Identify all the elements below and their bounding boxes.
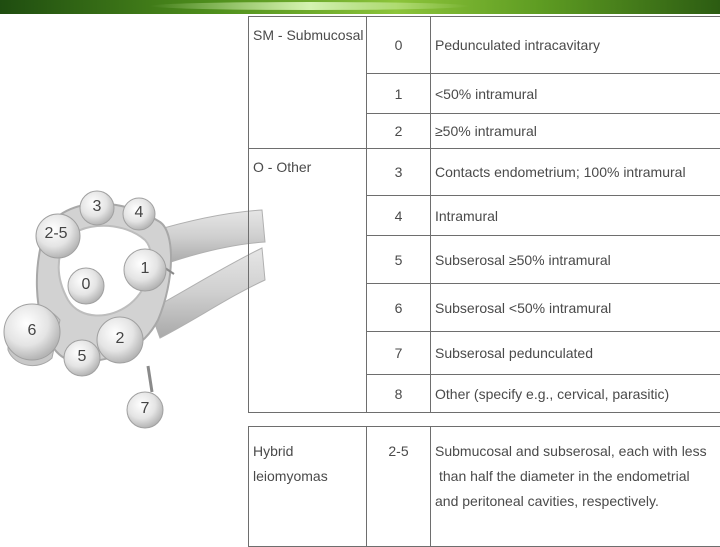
type-cell: 6 <box>367 284 431 332</box>
table-row <box>249 427 720 547</box>
type-cell: 5 <box>367 236 431 284</box>
type-cell: 3 <box>367 149 431 196</box>
type-cell: 4 <box>367 196 431 236</box>
hybrid-category-line: leiomyomas <box>253 464 362 489</box>
description-cell: Subserosal ≥50% intramural <box>431 236 720 284</box>
label-2: 2 <box>105 330 135 348</box>
label-0: 0 <box>71 276 101 294</box>
top-banner <box>0 0 720 14</box>
description-cell: Subserosal <50% intramural <box>431 284 720 332</box>
hybrid-description-line: than half the diameter in the endometrial <box>435 464 716 489</box>
description-cell: Subserosal pedunculated <box>431 332 720 375</box>
label-2-5: 2-5 <box>41 225 71 243</box>
label-3: 3 <box>82 198 112 216</box>
hybrid-category-cell <box>249 427 367 547</box>
classification-table <box>248 16 720 413</box>
description-cell: Intramural <box>431 196 720 236</box>
description-cell: Contacts endometrium; 100% intramural <box>431 149 720 196</box>
category-cell: O - Other <box>249 149 367 413</box>
type-cell: 8 <box>367 375 431 413</box>
type-cell: 2 <box>367 114 431 149</box>
type-cell: 7 <box>367 332 431 375</box>
banner-swoosh <box>150 2 470 10</box>
description-cell: <50% intramural <box>431 74 720 114</box>
description-cell: Pedunculated intracavitary <box>431 17 720 74</box>
label-1: 1 <box>130 260 160 278</box>
category-cell: SM - Submucosal <box>249 17 367 149</box>
type-cell: 1 <box>367 74 431 114</box>
description-cell: Other (specify e.g., cervical, parasitic) <box>431 375 720 413</box>
label-5: 5 <box>67 348 97 366</box>
label-7: 7 <box>130 400 160 418</box>
hybrid-table <box>248 426 720 547</box>
uterus-diagram <box>0 170 270 450</box>
stalk-7 <box>148 366 152 392</box>
hybrid-description-line: Submucosal and subserosal, each with less <box>435 439 716 464</box>
type-cell: 0 <box>367 17 431 74</box>
hybrid-description-cell <box>431 427 720 547</box>
label-6: 6 <box>17 322 47 340</box>
hybrid-category-line: Hybrid <box>253 439 362 464</box>
table-row <box>249 17 720 74</box>
description-cell: ≥50% intramural <box>431 114 720 149</box>
hybrid-description-line: and peritoneal cavities, respectively. <box>435 489 716 514</box>
table-row <box>249 149 720 196</box>
hybrid-type-cell: 2-5 <box>367 427 431 547</box>
label-4: 4 <box>124 204 154 222</box>
